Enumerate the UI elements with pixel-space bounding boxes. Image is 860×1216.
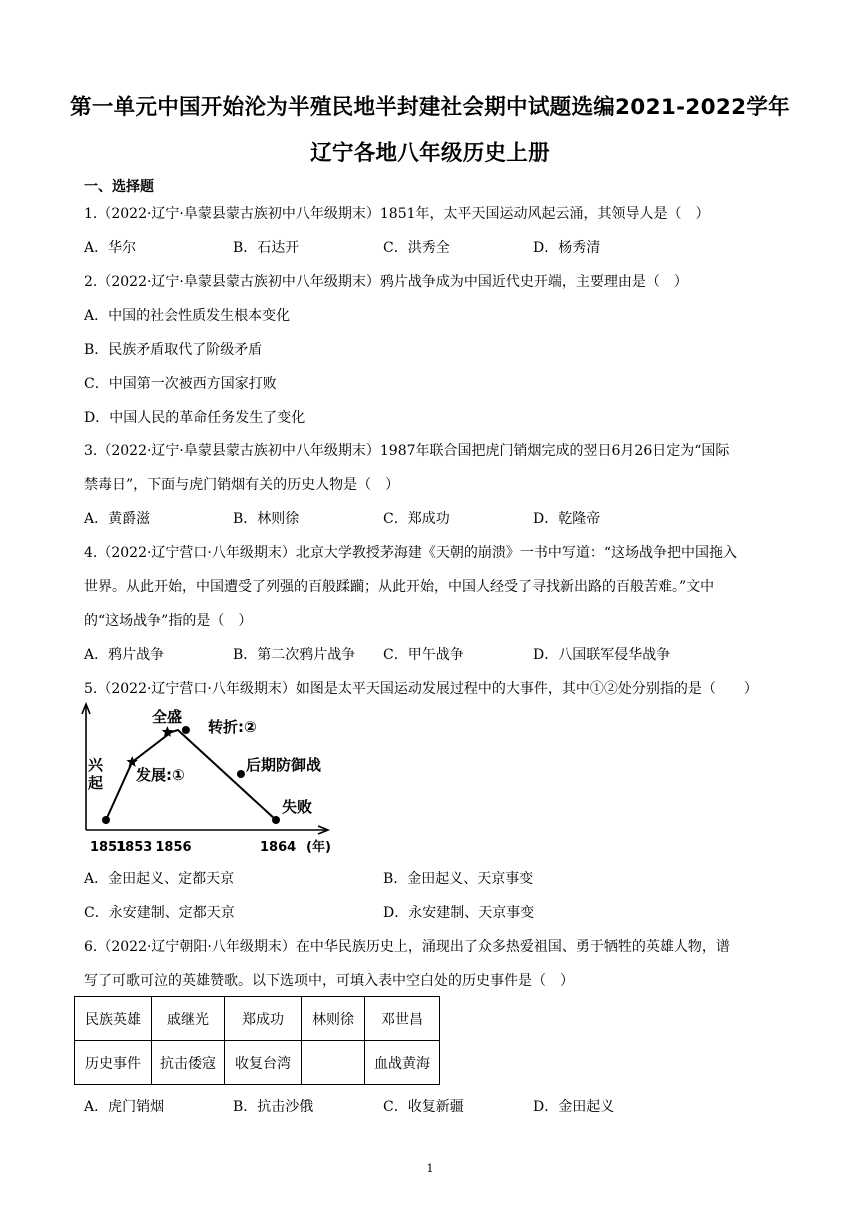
q4-option-b: B．第二次鸦片战争 [233, 647, 356, 663]
q3-option-b: B．林则徐 [233, 511, 300, 527]
q2-option-a: A．中国的社会性质发生根本变化 [84, 308, 291, 324]
q4-option-d: D．八国联军侵华战争 [533, 647, 671, 663]
x-tick-label-1853: 1853 [116, 840, 153, 855]
q2-option-c: C．中国第一次被西方国家打败 [84, 376, 277, 392]
question-5-text: 5.（2022·辽宁营口·八年级期末）如图是太平天国运动发展过程中的大事件，其中①②处分别指的是（ ） [84, 681, 758, 697]
q1-option-a: A．华尔 [84, 240, 137, 256]
question-3-text-line-1: 3.（2022·辽宁·阜蒙县蒙古族初中八年级期末）1987年联合国把虎门销烟完成的翌日6月26日定为“国际 [84, 443, 730, 459]
q2-option-b: B．民族矛盾取代了阶级矛盾 [84, 342, 263, 358]
q1-option-b: B．石达开 [233, 240, 300, 256]
question-4-text-line-3: 的“这场战争”指的是（ ） [84, 613, 253, 629]
point-1864 [272, 816, 280, 824]
hero-table [74, 996, 440, 1085]
table-cell-blank [302, 1041, 365, 1085]
q6-option-b: B．抗击沙俄 [233, 1099, 314, 1115]
page-number: 1 [426, 1162, 434, 1175]
x-tick-label-1864: 1864 [260, 840, 297, 855]
x-tick-label-1856: 1856 [155, 840, 192, 855]
label-develop: 发展:① [136, 766, 185, 784]
question-4-text-line-1: 4.（2022·辽宁营口·八年级期末）北京大学教授茅海建《天朝的崩溃》一书中写道：“这场战争把中国拖入 [84, 545, 738, 561]
q3-option-c: C．郑成功 [383, 511, 450, 527]
question-1-text: 1.（2022·辽宁·阜蒙县蒙古族初中八年级期末）1851年，太平天国运动风起云涌，其领导人是（ ） [84, 206, 710, 222]
question-3-text-line-2: 禁毒日”，下面与虎门销烟有关的历史人物是（ ） [84, 477, 400, 493]
question-2-text: 2.（2022·辽宁·阜蒙县蒙古族初中八年级期末）鸦片战争成为中国近代史开端，主要理由是（ ） [84, 274, 688, 290]
table-cell: 民族英雄 [75, 997, 152, 1041]
q4-option-c: C．甲午战争 [383, 647, 464, 663]
table-cell: 收复台湾 [225, 1041, 302, 1085]
taiping-timeline-chart [74, 700, 344, 860]
q6-option-d: D．金田起义 [533, 1099, 615, 1115]
point-1851 [102, 816, 110, 824]
question-4-text-line-2: 世界。从此开始，中国遭受了列强的百般蹂躏；从此开始，中国人经受了寻找新出路的百般苦难。”文中 [84, 579, 715, 595]
table-row [75, 1041, 440, 1085]
x-axis-unit: (年) [306, 840, 331, 855]
q1-option-c: C．洪秀全 [383, 240, 450, 256]
table-cell: 抗击倭寇 [152, 1041, 225, 1085]
q5-option-a: A．金田起义、定都天京 [84, 871, 235, 887]
q4-option-a: A．鸦片战争 [84, 647, 165, 663]
point-defense [237, 770, 245, 778]
table-cell: 历史事件 [75, 1041, 152, 1085]
table-cell: 林则徐 [302, 997, 365, 1041]
table-row [75, 997, 440, 1041]
q6-option-a: A．虎门销烟 [84, 1099, 165, 1115]
x-tick-labels [90, 840, 296, 855]
q6-option-c: C．收复新疆 [383, 1099, 464, 1115]
table-cell: 戚继光 [152, 997, 225, 1041]
label-rise-1: 兴 [88, 756, 104, 774]
q3-option-a: A．黄爵滋 [84, 511, 151, 527]
q2-option-d: D．中国人民的革命任务发生了变化 [84, 410, 306, 426]
q3-option-d: D．乾隆帝 [533, 511, 601, 527]
q5-option-c: C．永安建制、定都天京 [84, 905, 235, 921]
q1-option-d: D．杨秀清 [533, 240, 601, 256]
label-defense: 后期防御战 [246, 756, 322, 774]
question-6-text-line-1: 6.（2022·辽宁朝阳·八年级期末）在中华民族历史上，涌现出了众多热爱祖国、勇于牺牲的英雄人物，谱 [84, 939, 730, 955]
table-cell: 郑成功 [225, 997, 302, 1041]
page-title-line-2: 辽宁各地八年级历史上册 [310, 141, 550, 166]
table-cell: 血战黄海 [365, 1041, 440, 1085]
label-peak: 全盛 [152, 708, 183, 726]
label-rise-2: 起 [88, 774, 104, 792]
label-fail: 失败 [282, 798, 313, 816]
q5-option-d: D．永安建制、天京事变 [383, 905, 535, 921]
q5-option-b: B．金田起义、天京事变 [383, 871, 534, 887]
point-1856-turn [182, 726, 190, 734]
table-cell: 邓世昌 [365, 997, 440, 1041]
question-6-text-line-2: 写了可歌可泣的英雄赞歌。以下选项中，可填入表中空白处的历史事件是（ ） [84, 973, 574, 989]
page-title-line-1: 第一单元中国开始沦为半殖民地半封建社会期中试题选编2021-2022学年 [70, 95, 790, 120]
section-heading: 一、选择题 [84, 179, 154, 195]
label-turn: 转折:② [208, 718, 257, 736]
series-line [106, 730, 276, 820]
x-tick-label-1851: 1851 [90, 840, 127, 855]
